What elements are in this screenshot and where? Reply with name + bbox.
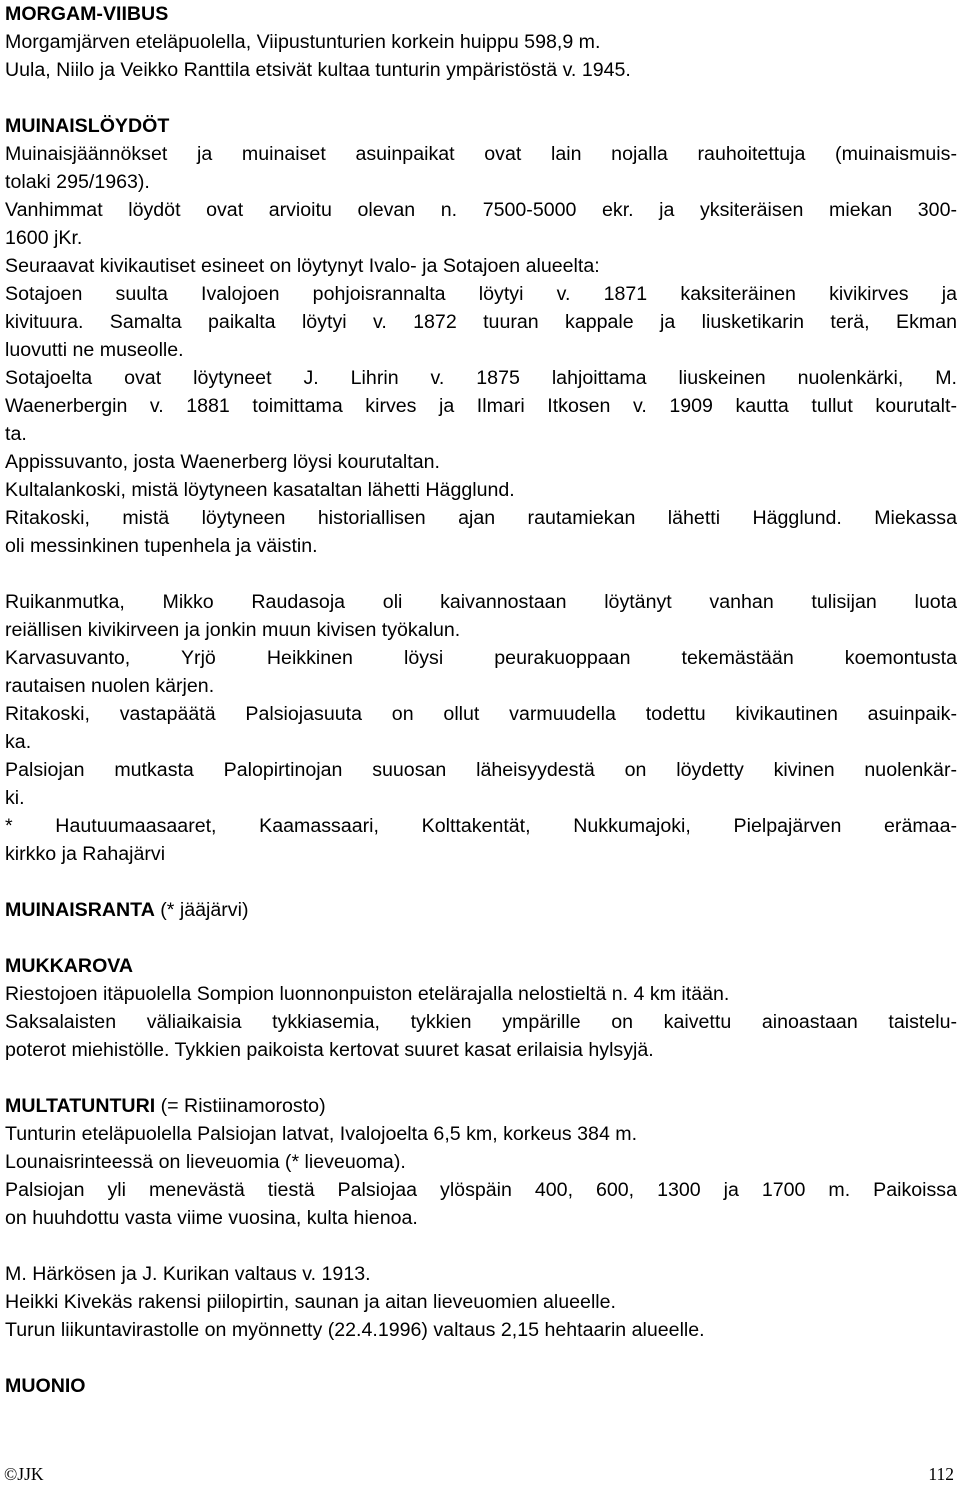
section-heading-muonio: MUONIO <box>5 1375 86 1397</box>
text-line: Turun liikuntavirastolle on myönnetty (22.4.1996) valtaus 2,15 hehtaarin alueelle. <box>5 1319 705 1341</box>
text-line: Ruikanmutka, Mikko Raudasoja oli kaivannostaan löytänyt vanhan tulisijan luota <box>5 591 957 613</box>
section-heading-muinaisloydot: MUINAISLÖYDÖT <box>5 115 170 137</box>
text-line: kirkko ja Rahajärvi <box>5 843 166 865</box>
text-line: luovutti ne museolle. <box>5 339 184 361</box>
text-line: reiällisen kivikirveen ja jonkin muun kivisen työkalun. <box>5 619 461 641</box>
text-line: Morgamjärven eteläpuolella, Viipustunturien korkein huippu 598,9 m. <box>5 31 601 53</box>
page-footer <box>0 1462 960 1486</box>
heading-note: (* jääjärvi) <box>154 899 249 921</box>
text-line: on huuhdottu vasta viime vuosina, kulta hienoa. <box>5 1207 418 1229</box>
text-line: poterot miehistölle. Tykkien paikoista kertovat suuret kasat erilaisia hylsyjä. <box>5 1039 654 1061</box>
text-line: Tunturin eteläpuolella Palsiojan latvat, Ivalojoelta 6,5 km, korkeus 384 m. <box>5 1123 638 1145</box>
text-line: kivituura. Samalta paikalta löytyi v. 1872 tuuran kappale ja liusketikarin terä, Ekman <box>5 311 957 333</box>
text-line: Sotajoelta ovat löytyneet J. Lihrin v. 1875 lahjoittama liuskeinen nuolenkärki, M. <box>5 367 957 389</box>
section-multatunturi <box>5 1092 957 1120</box>
heading-note: (= Ristiinamorosto) <box>155 1095 326 1117</box>
page-number: 112 <box>928 1464 954 1484</box>
text-line: M. Härkösen ja J. Kurikan valtaus v. 1913. <box>5 1263 371 1285</box>
text-line: ki. <box>5 787 25 809</box>
text-line: Palsiojan mutkasta Palopirtinojan suuosan läheisyydestä on löydetty kivinen nuolenkär- <box>5 759 957 781</box>
text-line: Waenerbergin v. 1881 toimittama kirves ja Ilmari Itkosen v. 1909 kautta tullut kourutalt- <box>5 395 957 417</box>
text-line: rautaisen nuolen kärjen. <box>5 675 215 697</box>
section-heading-muinaisranta: MUINAISRANTA <box>5 899 155 921</box>
text-line: Karvasuvanto, Yrjö Heikkinen löysi peurakuoppaan tekemästään koemontusta <box>5 647 957 669</box>
text-line: tolaki 295/1963). <box>5 171 150 193</box>
text-line: Vanhimmat löydöt ovat arvioitu olevan n. 7500-5000 ekr. ja yksiteräisen miekan 300- <box>5 199 957 221</box>
section-heading-mukkarova: MUKKAROVA <box>5 955 134 977</box>
text-line: Appissuvanto, josta Waenerberg löysi kourutaltan. <box>5 451 440 473</box>
text-line: Lounaisrinteessä on lieveuomia (* lieveuoma). <box>5 1151 406 1173</box>
text-line: Ritakoski, mistä löytyneen historiallisen ajan rautamiekan lähetti Hägglund. Miekassa <box>5 507 957 529</box>
text-line: Heikki Kivekäs rakensi piilopirtin, saunan ja aitan lieveuomien alueelle. <box>5 1291 617 1313</box>
text-line: oli messinkinen tupenhela ja väistin. <box>5 535 318 557</box>
text-line: Ritakoski, vastapäätä Palsiojasuuta on ollut varmuudella todettu kivikautinen asuinpaik- <box>5 703 957 725</box>
text-line: Kultalankoski, mistä löytyneen kasataltan lähetti Hägglund. <box>5 479 515 501</box>
text-line: Muinaisjäännökset ja muinaiset asuinpaikat ovat lain nojalla rauhoitettuja (muinaismuis- <box>5 143 957 165</box>
text-line: Palsiojan yli menevästä tiestä Palsiojaa ylöspäin 400, 600, 1300 ja 1700 m. Paikoissa <box>5 1179 957 1201</box>
text-line: * Hautuumaasaaret, Kaamassaari, Kolttakentät, Nukkumajoki, Pielpajärven erämaa- <box>5 815 957 837</box>
text-line: Saksalaisten väliaikaisia tykkiasemia, tykkien ympärille on kaivettu ainoastaan taistelu- <box>5 1011 957 1033</box>
section-heading-morgam-viibus: MORGAM-VIIBUS <box>5 3 169 25</box>
text-line: Riestojoen itäpuolella Sompion luonnonpuiston etelärajalla nelostieltä n. 4 km itään. <box>5 983 730 1005</box>
text-line: Uula, Niilo ja Veikko Ranttila etsivät kultaa tunturin ympäristöstä v. 1945. <box>5 59 631 81</box>
text-line: 1600 jKr. <box>5 227 83 249</box>
text-line: Seuraavat kivikautiset esineet on löytynyt Ivalo- ja Sotajoen alueelta: <box>5 255 600 277</box>
text-line: ta. <box>5 423 27 445</box>
section-heading-multatunturi: MULTATUNTURI <box>5 1095 156 1117</box>
text-line: ka. <box>5 731 32 753</box>
text-line: Sotajoen suulta Ivalojoen pohjoisrannalta löytyi v. 1871 kaksiteräinen kivikirves ja <box>5 283 957 305</box>
copyright-mark: ©JJK <box>4 1464 44 1484</box>
document-page <box>5 0 957 1400</box>
section-muinaisranta <box>5 896 957 924</box>
